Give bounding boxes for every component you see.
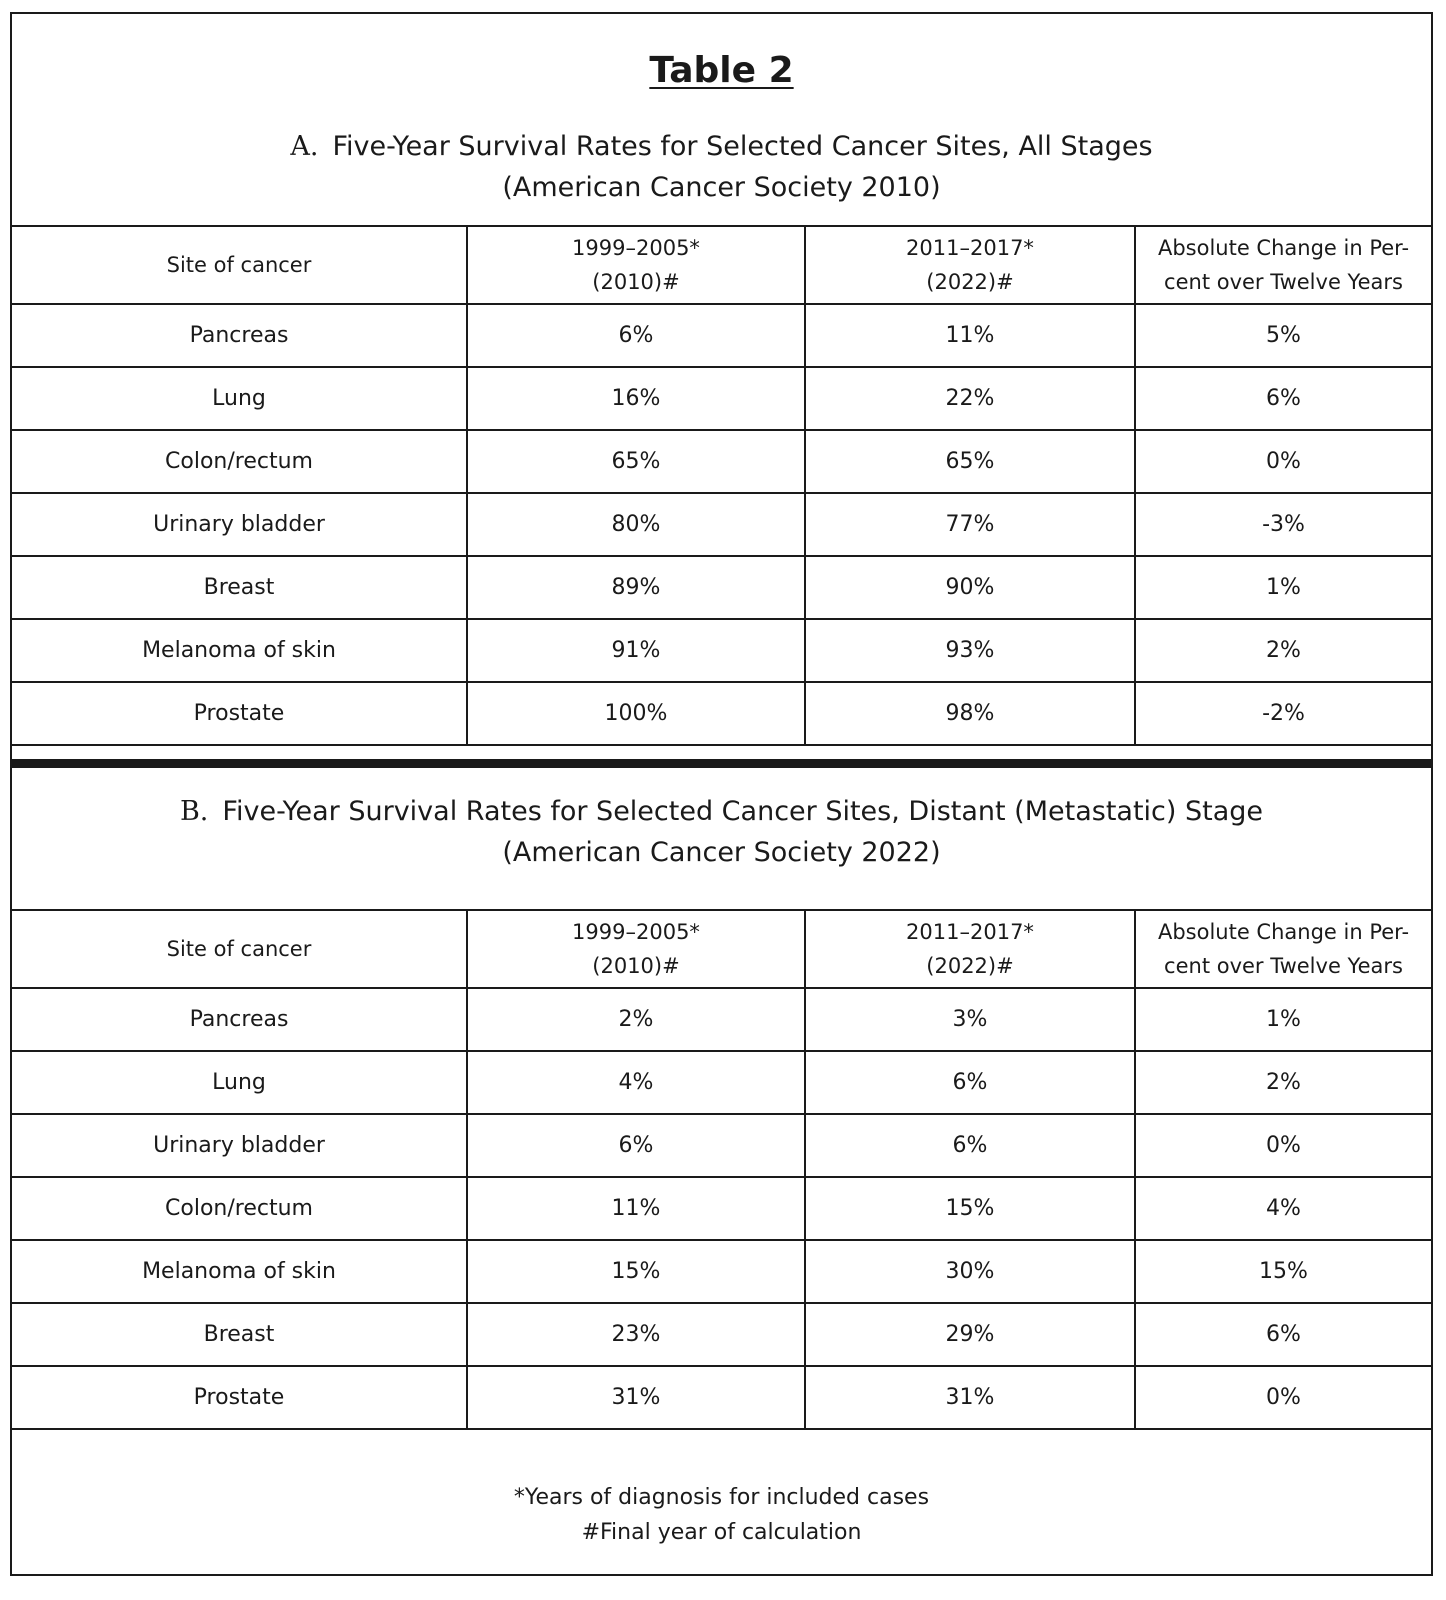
value-cell: 6%: [1135, 367, 1431, 430]
footnotes: [12, 1480, 1431, 1550]
value-cell: 0%: [1135, 1366, 1431, 1429]
section-a-title-line2: (American Cancer Society 2010): [502, 172, 941, 203]
site-cell: Melanoma of skin: [12, 619, 467, 682]
value-cell: 65%: [805, 430, 1135, 493]
site-cell: Urinary bladder: [12, 1114, 467, 1177]
value-cell: 6%: [467, 304, 805, 367]
column-header: [1135, 226, 1431, 304]
value-cell: 91%: [467, 619, 805, 682]
site-cell: Lung: [12, 1051, 467, 1114]
site-cell: Prostate: [12, 682, 467, 745]
column-header: [805, 226, 1135, 304]
site-cell: Breast: [12, 556, 467, 619]
table-row: [12, 1177, 1431, 1240]
value-cell: 6%: [1135, 1303, 1431, 1366]
column-header-line2: (2010)#: [592, 270, 680, 294]
value-cell: 77%: [805, 493, 1135, 556]
section-a-title-text: Five-Year Survival Rates for Selected Cancer Sites, All Stages: [332, 131, 1153, 162]
table-row: [12, 493, 1431, 556]
table-row: [12, 1051, 1431, 1114]
column-header-line1: 1999–2005*: [572, 920, 700, 944]
value-cell: 31%: [467, 1366, 805, 1429]
column-header: [805, 910, 1135, 988]
table-row: [12, 619, 1431, 682]
site-cell: Pancreas: [12, 304, 467, 367]
site-cell: Melanoma of skin: [12, 1240, 467, 1303]
table-b: [12, 909, 1431, 1430]
value-cell: 11%: [467, 1177, 805, 1240]
value-cell: 89%: [467, 556, 805, 619]
value-cell: 98%: [805, 682, 1135, 745]
value-cell: 90%: [805, 556, 1135, 619]
value-cell: 1%: [1135, 556, 1431, 619]
column-header: [12, 226, 467, 304]
site-cell: Breast: [12, 1303, 467, 1366]
value-cell: -3%: [1135, 493, 1431, 556]
value-cell: 80%: [467, 493, 805, 556]
column-header-line1: Absolute Change in Per-: [1157, 920, 1410, 944]
section-b-title-text: Five-Year Survival Rates for Selected Cancer Sites, Distant (Metastatic) Stage: [222, 796, 1264, 827]
section-divider: [12, 759, 1431, 768]
value-cell: 5%: [1135, 304, 1431, 367]
value-cell: 11%: [805, 304, 1135, 367]
column-header: [1135, 910, 1431, 988]
table-frame: [10, 12, 1433, 1576]
column-header: [12, 910, 467, 988]
table-a: [12, 225, 1431, 746]
table-row: [12, 1303, 1431, 1366]
site-cell: Colon/rectum: [12, 430, 467, 493]
column-header-line2: (2022)#: [926, 954, 1014, 978]
value-cell: 15%: [467, 1240, 805, 1303]
column-header: [467, 226, 805, 304]
value-cell: 65%: [467, 430, 805, 493]
value-cell: 6%: [467, 1114, 805, 1177]
value-cell: 100%: [467, 682, 805, 745]
value-cell: 0%: [1135, 430, 1431, 493]
value-cell: 2%: [467, 988, 805, 1051]
value-cell: 6%: [805, 1051, 1135, 1114]
column-header-line1: Site of cancer: [166, 253, 312, 277]
column-header-line1: 2011–2017*: [906, 236, 1034, 260]
column-header-line2: cent over Twelve Years: [1164, 270, 1403, 294]
value-cell: 22%: [805, 367, 1135, 430]
value-cell: 4%: [1135, 1177, 1431, 1240]
value-cell: 1%: [1135, 988, 1431, 1051]
section-a-title: [12, 126, 1431, 208]
value-cell: 0%: [1135, 1114, 1431, 1177]
column-header-line1: Absolute Change in Per-: [1157, 236, 1410, 260]
column-header-line1: 2011–2017*: [906, 920, 1034, 944]
footnote-line1: *Years of diagnosis for included cases: [513, 1485, 930, 1510]
column-header-line1: 1999–2005*: [572, 236, 700, 260]
value-cell: 3%: [805, 988, 1135, 1051]
column-header-line2: (2010)#: [592, 954, 680, 978]
header-row: [12, 910, 1431, 988]
value-cell: 4%: [467, 1051, 805, 1114]
table-row: [12, 682, 1431, 745]
value-cell: 2%: [1135, 619, 1431, 682]
value-cell: 15%: [805, 1177, 1135, 1240]
value-cell: 30%: [805, 1240, 1135, 1303]
value-cell: 15%: [1135, 1240, 1431, 1303]
page-title: Table 2: [649, 50, 794, 91]
table-row: [12, 1114, 1431, 1177]
value-cell: 31%: [805, 1366, 1135, 1429]
section-a-title-line1: [12, 126, 1431, 167]
column-header-line1: Site of cancer: [166, 937, 312, 961]
table-row: [12, 556, 1431, 619]
table-row: [12, 988, 1431, 1051]
value-cell: 2%: [1135, 1051, 1431, 1114]
header-row: [12, 226, 1431, 304]
value-cell: 93%: [805, 619, 1135, 682]
site-cell: Prostate: [12, 1366, 467, 1429]
value-cell: 23%: [467, 1303, 805, 1366]
section-b-title: [12, 791, 1431, 873]
site-cell: Lung: [12, 367, 467, 430]
table-row: [12, 304, 1431, 367]
value-cell: 29%: [805, 1303, 1135, 1366]
column-header-line2: cent over Twelve Years: [1164, 954, 1403, 978]
section-b-title-line2: (American Cancer Society 2022): [502, 837, 941, 868]
value-cell: 6%: [805, 1114, 1135, 1177]
site-cell: Pancreas: [12, 988, 467, 1051]
site-cell: Urinary bladder: [12, 493, 467, 556]
section-b-letter: B.: [179, 796, 209, 827]
footnote-line2: #Final year of calculation: [581, 1520, 862, 1545]
site-cell: Colon/rectum: [12, 1177, 467, 1240]
value-cell: 16%: [467, 367, 805, 430]
table-row: [12, 367, 1431, 430]
section-b-title-line1: [12, 791, 1431, 832]
column-header-line2: (2022)#: [926, 270, 1014, 294]
value-cell: -2%: [1135, 682, 1431, 745]
section-a-letter: A.: [290, 131, 319, 162]
column-header: [467, 910, 805, 988]
table-row: [12, 1240, 1431, 1303]
table-row: [12, 1366, 1431, 1429]
table-row: [12, 430, 1431, 493]
